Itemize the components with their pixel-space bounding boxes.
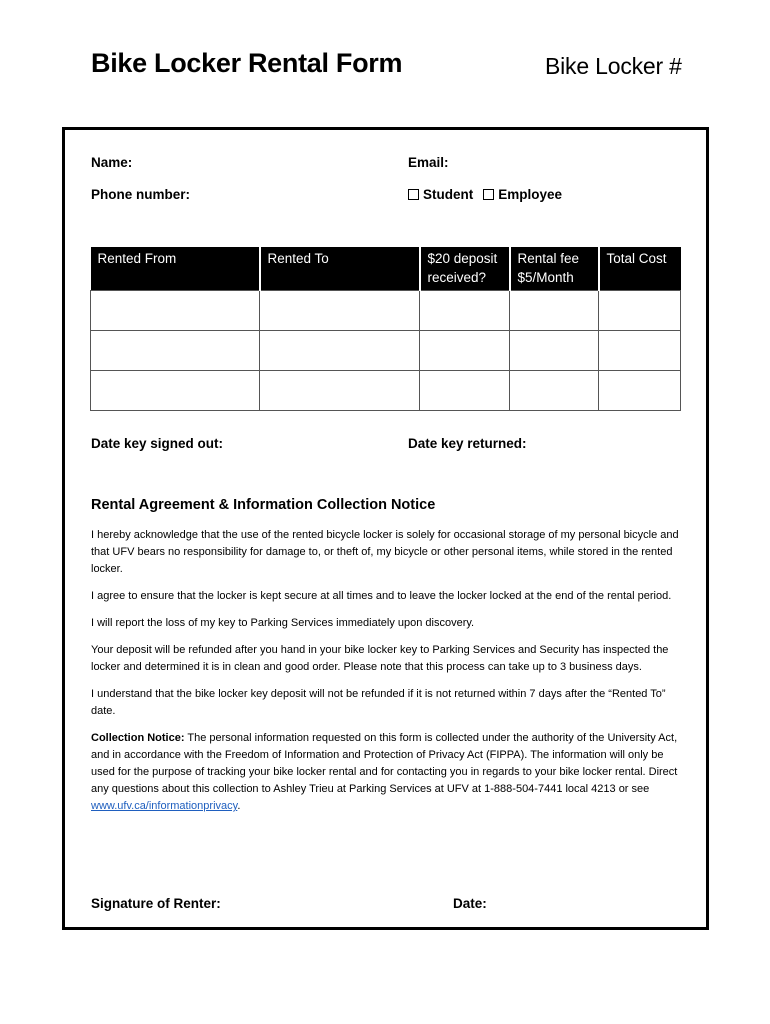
bike-locker-number-label: Bike Locker # (545, 53, 682, 79)
table-cell[interactable] (260, 371, 420, 411)
collection-notice-end: . (237, 800, 241, 812)
rental-table-header (91, 247, 681, 291)
table-cell[interactable] (510, 371, 599, 411)
header-rented-from: Rented From (91, 247, 260, 291)
email-label: Email: (408, 155, 449, 170)
header-rental-fee: Rental fee $5/Month (510, 247, 599, 291)
date-key-returned-label: Date key returned: (408, 436, 527, 451)
signature-date-label: Date: (453, 896, 487, 911)
table-row (91, 331, 681, 371)
collection-notice-text: The personal information requested on this form is collected under the authority of the University Act, and in accordance with the Freedom of Information and Protection of Privacy Act (FIPPA). The information will only be used for the purpose of tracking your bike locker rental and for contacting you in regards to your bike locker rental. Direct any questions about this collection to Ashley Trieu at Parking Services at UFV at 1-888-504-7441 local 4213 or see (91, 732, 678, 795)
collection-notice (91, 730, 681, 815)
information-privacy-link[interactable]: www.ufv.ca/informationprivacy (91, 800, 238, 812)
table-cell[interactable] (260, 291, 420, 331)
agreement-paragraph-key-loss: I will report the loss of my key to Parking Services immediately upon discovery. (91, 617, 475, 629)
employee-label: Employee (498, 187, 563, 202)
header-deposit-received: $20 deposit received? (420, 247, 510, 291)
name-label: Name: (91, 155, 133, 170)
header-rented-to: Rented To (260, 247, 420, 291)
table-cell[interactable] (91, 331, 260, 371)
table-cell[interactable] (91, 371, 260, 411)
agreement-paragraph-deposit-refund: Your deposit will be refunded after you hand in your bike locker key to Parking Services and Security has inspected the locker and determined it is in clean and good order. Please note that this process can take up to 3 business days. (91, 644, 669, 673)
header-total-cost: Total Cost (599, 247, 681, 291)
agreement-body (91, 527, 681, 825)
agreement-paragraph-security: I agree to ensure that the locker is kept secure at all times and to leave the locker locked at the end of the rental period. (91, 590, 672, 602)
signature-of-renter-label: Signature of Renter: (91, 896, 221, 911)
phone-number-label: Phone number: (91, 187, 191, 202)
collection-notice-label: Collection Notice: (91, 732, 185, 744)
date-key-signed-out-label: Date key signed out: (91, 436, 224, 451)
table-cell[interactable] (599, 371, 681, 411)
table-cell[interactable] (420, 331, 510, 371)
form-title: Bike Locker Rental Form (91, 48, 403, 78)
agreement-title: Rental Agreement & Information Collection Notice (91, 497, 436, 513)
rental-table (90, 247, 681, 411)
table-cell[interactable] (91, 291, 260, 331)
table-row (91, 291, 681, 331)
student-label: Student (423, 187, 474, 202)
table-cell[interactable] (510, 331, 599, 371)
employee-checkbox[interactable] (483, 189, 494, 200)
table-cell[interactable] (420, 371, 510, 411)
table-cell[interactable] (599, 291, 681, 331)
table-cell[interactable] (510, 291, 599, 331)
table-row (91, 371, 681, 411)
student-option[interactable] (408, 187, 473, 202)
role-options (408, 187, 572, 202)
student-checkbox[interactable] (408, 189, 419, 200)
table-cell[interactable] (420, 291, 510, 331)
employee-option[interactable] (483, 187, 562, 202)
agreement-paragraph-storage: I hereby acknowledge that the use of the rented bicycle locker is solely for occasional storage of my personal bicycle and that UFV bears no responsibility for damage to, or theft of, my bicycle or other personal items, while stored in the rented locker. (91, 529, 679, 575)
table-cell[interactable] (599, 331, 681, 371)
table-cell[interactable] (260, 331, 420, 371)
agreement-paragraph-deposit-forfeit: I understand that the bike locker key deposit will not be refunded if it is not returned within 7 days after the “Rented To” date. (91, 688, 666, 717)
